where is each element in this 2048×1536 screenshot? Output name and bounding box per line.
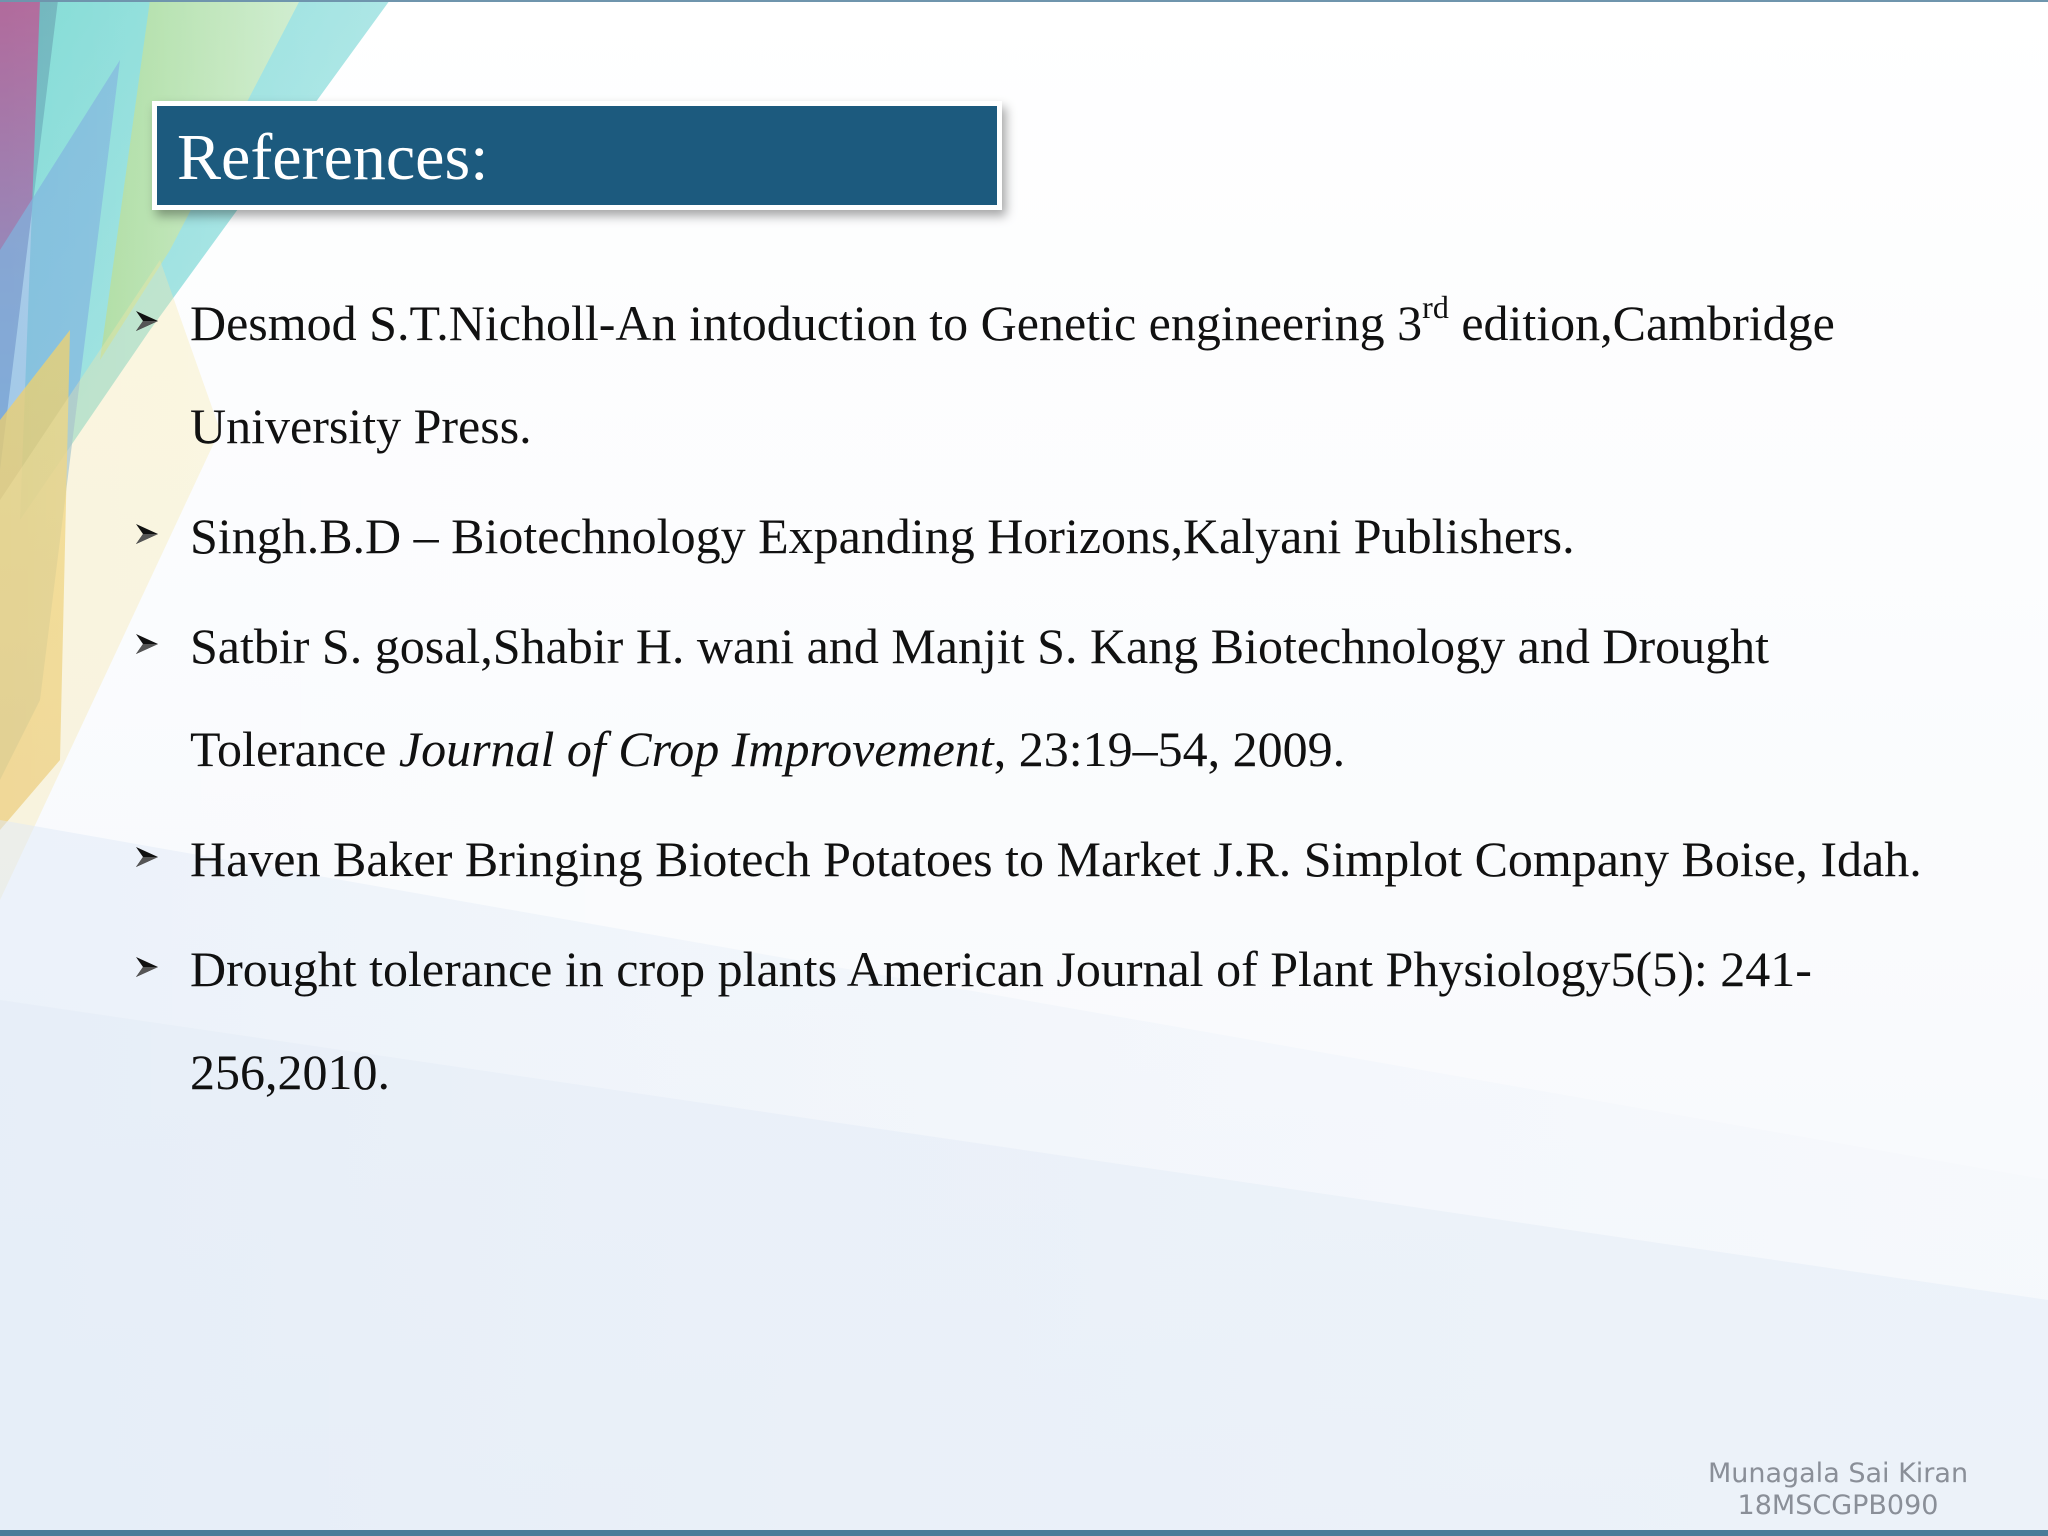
author-id: 18MSCGPB090: [1737, 1490, 1939, 1521]
reference-superscript: rd: [1422, 289, 1449, 325]
reference-item: [130, 918, 1960, 1124]
arrowhead-bullet-icon: [130, 595, 170, 698]
reference-text-part: Desmod S.T.Nicholl-An intoduction to Genetic engineering 3: [190, 295, 1423, 351]
title-banner: [152, 101, 1002, 210]
author-name: Munagala Sai Kiran: [1707, 1458, 1969, 1489]
footer-credit: [1678, 1458, 1998, 1522]
reference-item: [130, 272, 1960, 478]
arrowhead-bullet-icon: [130, 485, 170, 588]
reference-item: [130, 485, 1960, 588]
reference-text-part: Satbir S. gosal,Shabir H. wani and Manjit S. Kang Biotechnology and Drought Tolerance: [190, 618, 1770, 777]
journal-title: Journal of Crop Improvement: [398, 721, 994, 777]
reference-item: [130, 595, 1960, 801]
reference-text-part: Singh.B.D – Biotechnology Expanding Horizons,Kalyani Publishers.: [190, 508, 1575, 564]
reference-text-part: Drought tolerance in crop plants American Journal of Plant Physiology5(5): 241-256,2010.: [190, 941, 1812, 1100]
reference-text-part: , 23:19–54, 2009.: [993, 721, 1346, 777]
arrowhead-bullet-icon: [130, 808, 170, 911]
arrowhead-bullet-icon: [130, 272, 170, 375]
reference-text-part: edition,Cambridge University Press.: [190, 295, 1835, 454]
bottom-border: [0, 1530, 2048, 1536]
page-title: References:: [177, 121, 489, 194]
arrowhead-bullet-icon: [130, 918, 170, 1021]
reference-item: [130, 808, 1960, 911]
reference-text-part: Haven Baker Bringing Biotech Potatoes to Market J.R. Simplot Company Boise, Idah.: [190, 831, 1922, 887]
references-list: [130, 272, 1960, 1131]
